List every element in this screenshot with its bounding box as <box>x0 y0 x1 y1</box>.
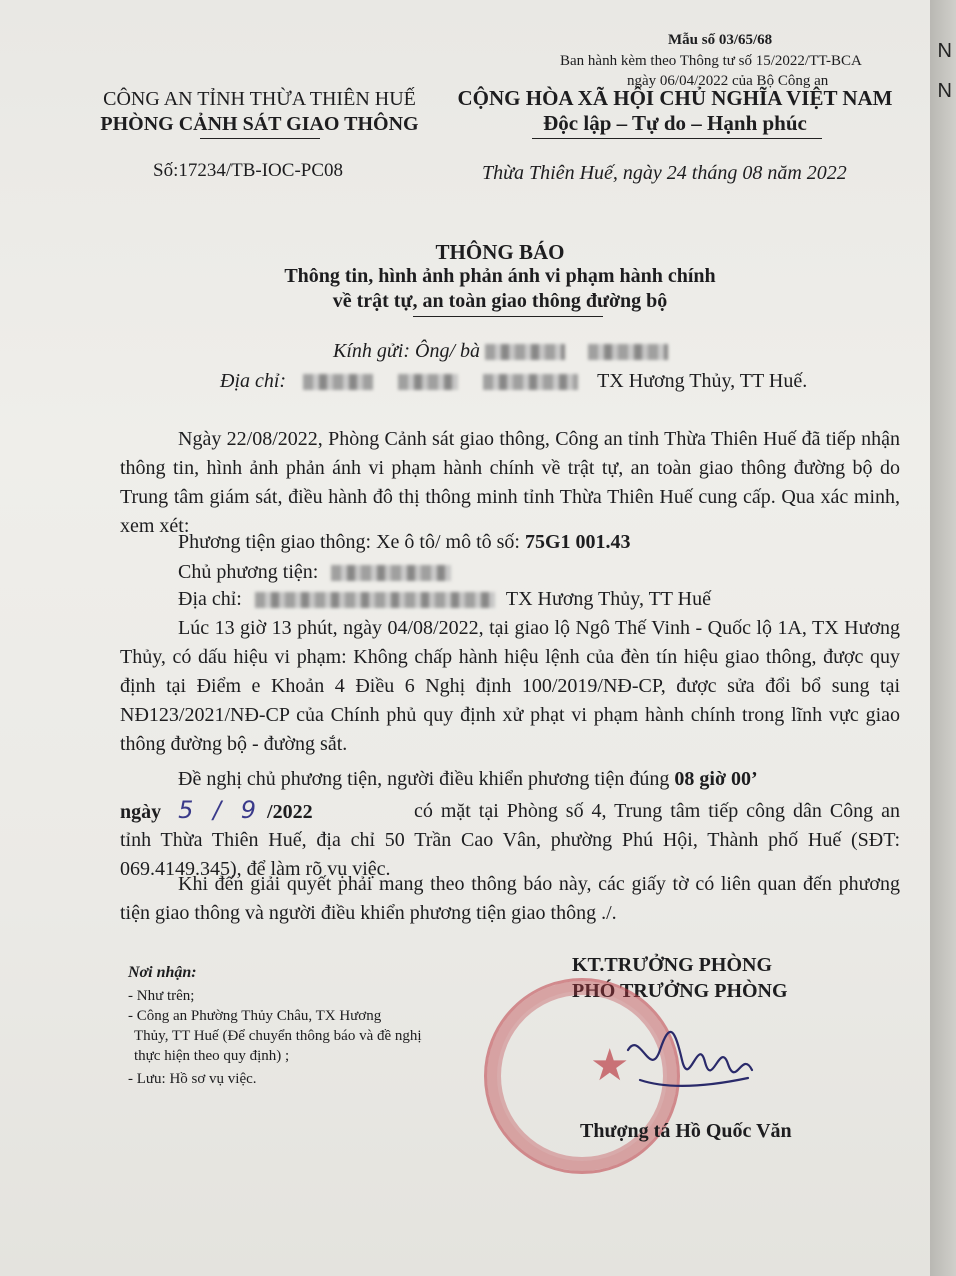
agency-name: PHÒNG CẢNH SÁT GIAO THÔNG <box>100 113 419 135</box>
vehicle-label: Phương tiện giao thông: Xe ô tô/ mô tô số: <box>178 531 520 553</box>
notice-subtitle-1: Thông tin, hình ảnh phản ánh vi phạm hành chính <box>284 265 716 287</box>
page-edge-shadow <box>930 0 956 1276</box>
vehicle-plate: 75G1 001.43 <box>524 531 631 553</box>
recipients-title: Nơi nhận: <box>128 964 197 981</box>
redacted-owner-address <box>255 592 495 608</box>
redacted-address-3 <box>483 374 578 390</box>
vehicle-line <box>178 531 631 554</box>
state-motto: Độc lập – Tự do – Hạnh phúc <box>543 111 807 135</box>
address-visible: TX Hương Thủy, TT Huế. <box>597 370 808 392</box>
form-issued-line2: ngày 06/04/2022 của Bộ Công an <box>627 73 829 89</box>
handwritten-signature <box>620 1020 760 1100</box>
appointment-text: Đề nghị chủ phương tiện, người điều khiển phương tiện đúng <box>178 768 670 790</box>
recipient-address-line <box>220 370 807 393</box>
paragraph-appointment: có mặt tại Phòng số 4, Trung tâm tiếp công dân Công an tỉnh Thừa Thiên Huế, địa chỉ 50 Trần Cao Vân, phường Phú Hội, Thành phố Huế (SĐT: 069.4149.345), để làm rõ vụ việc. <box>120 800 900 880</box>
paragraph-violation: Lúc 13 giờ 13 phút, ngày 04/08/2022, tại giao lộ Ngô Thế Vinh - Quốc lộ 1A, TX Hương Thủy, có dấu hiệu vi phạm: Không chấp hành hiệu lệnh của đèn tín hiệu giao thông, được quy định tại Điểm e Khoản 4 Điều 6 Nghị định 100/2019/NĐ-CP, được sửa đổi bổ sung tại NĐ123/2021/NĐ-CP của Chính phủ quy định xử phạt vi phạm hành chính trong lĩnh vực giao thông đường bộ - đường sắt. <box>120 617 900 755</box>
redacted-name-2 <box>588 344 668 360</box>
edge-mark-icon: N <box>937 40 952 62</box>
paragraph-closing: Khi đến giải quyết phải mang theo thông báo này, các giấy tờ có liên quan đến phương tiện giao thông và người điều khiển phương tiện giao thông ./. <box>120 873 900 924</box>
form-number: Mẫu số 03/65/68 <box>668 32 773 48</box>
recipients-item-2: - Công an Phường Thủy Châu, TX Hương <box>128 1008 382 1024</box>
paragraph-intro: Ngày 22/08/2022, Phòng Cảnh sát giao thông, Công an tỉnh Thừa Thiên Huế đã tiếp nhận thông tin, hình ảnh phản ánh vi phạm hành chính về trật tự, an toàn giao thông đường bộ do Trung tâm giám sát, điều hành đô thị thông minh tỉnh Thừa Thiên Huế cung cấp. Qua xác minh, xem xét: <box>120 428 900 537</box>
signature-title-2: PHÓ TRƯỞNG PHÒNG <box>572 980 788 1002</box>
owner-line <box>178 561 451 584</box>
recipients-item-1: - Như trên; <box>128 988 195 1004</box>
redacted-name-1 <box>485 344 565 360</box>
owner-address-visible: TX Hương Thủy, TT Huế <box>505 588 711 610</box>
signature-title-1: KT.TRƯỞNG PHÒNG <box>572 954 772 976</box>
title-underline <box>413 316 603 317</box>
state-name: CỘNG HÒA XÃ HỘI CHỦ NGHĨA VIỆT NAM <box>457 86 893 110</box>
redacted-address-1 <box>303 374 373 390</box>
recipient-line <box>333 340 668 363</box>
notice-title: THÔNG BÁO <box>435 240 565 264</box>
owner-label: Chủ phương tiện: <box>178 561 319 583</box>
appointment-year: /2022 <box>267 801 313 823</box>
appointment-day-label: ngày <box>120 801 162 823</box>
edge-mark-icon: N <box>937 80 952 102</box>
signer-name: Thượng tá Hồ Quốc Văn <box>580 1120 792 1142</box>
recipient-label: Kính gửi: Ông/ bà <box>333 340 481 362</box>
stamp-star-icon: ★ <box>590 1041 630 1090</box>
owner-address-label: Địa chỉ: <box>178 588 242 610</box>
form-issued-line1: Ban hành kèm theo Thông tư số 15/2022/TT-BCA <box>560 53 862 69</box>
recipients-item-3: Thủy, TT Huế (Để chuyển thông báo và đề nghị <box>134 1028 422 1044</box>
recipients-item-5: - Lưu: Hồ sơ vụ việc. <box>128 1071 257 1087</box>
agency-parent: CÔNG AN TỈNH THỪA THIÊN HUẾ <box>103 88 416 110</box>
appointment-day-handwritten: 5 / 9 <box>178 796 263 824</box>
appointment-time: 08 giờ 00’ <box>674 768 758 790</box>
recipients-item-4: thực hiện theo quy định) ; <box>134 1048 290 1064</box>
notice-subtitle-2: về trật tự, an toàn giao thông đường bộ <box>332 290 668 312</box>
place-date: Thừa Thiên Huế, ngày 24 tháng 08 năm 2022 <box>482 162 847 184</box>
motto-underline <box>532 138 822 139</box>
address-label: Địa chỉ: <box>220 370 287 392</box>
redacted-address-2 <box>398 374 458 390</box>
doc-number: Số:17234/TB-IOC-PC08 <box>153 160 344 181</box>
appointment-line <box>178 768 758 791</box>
owner-address-line <box>178 588 711 611</box>
agency-underline <box>200 138 320 139</box>
redacted-owner <box>331 565 451 581</box>
